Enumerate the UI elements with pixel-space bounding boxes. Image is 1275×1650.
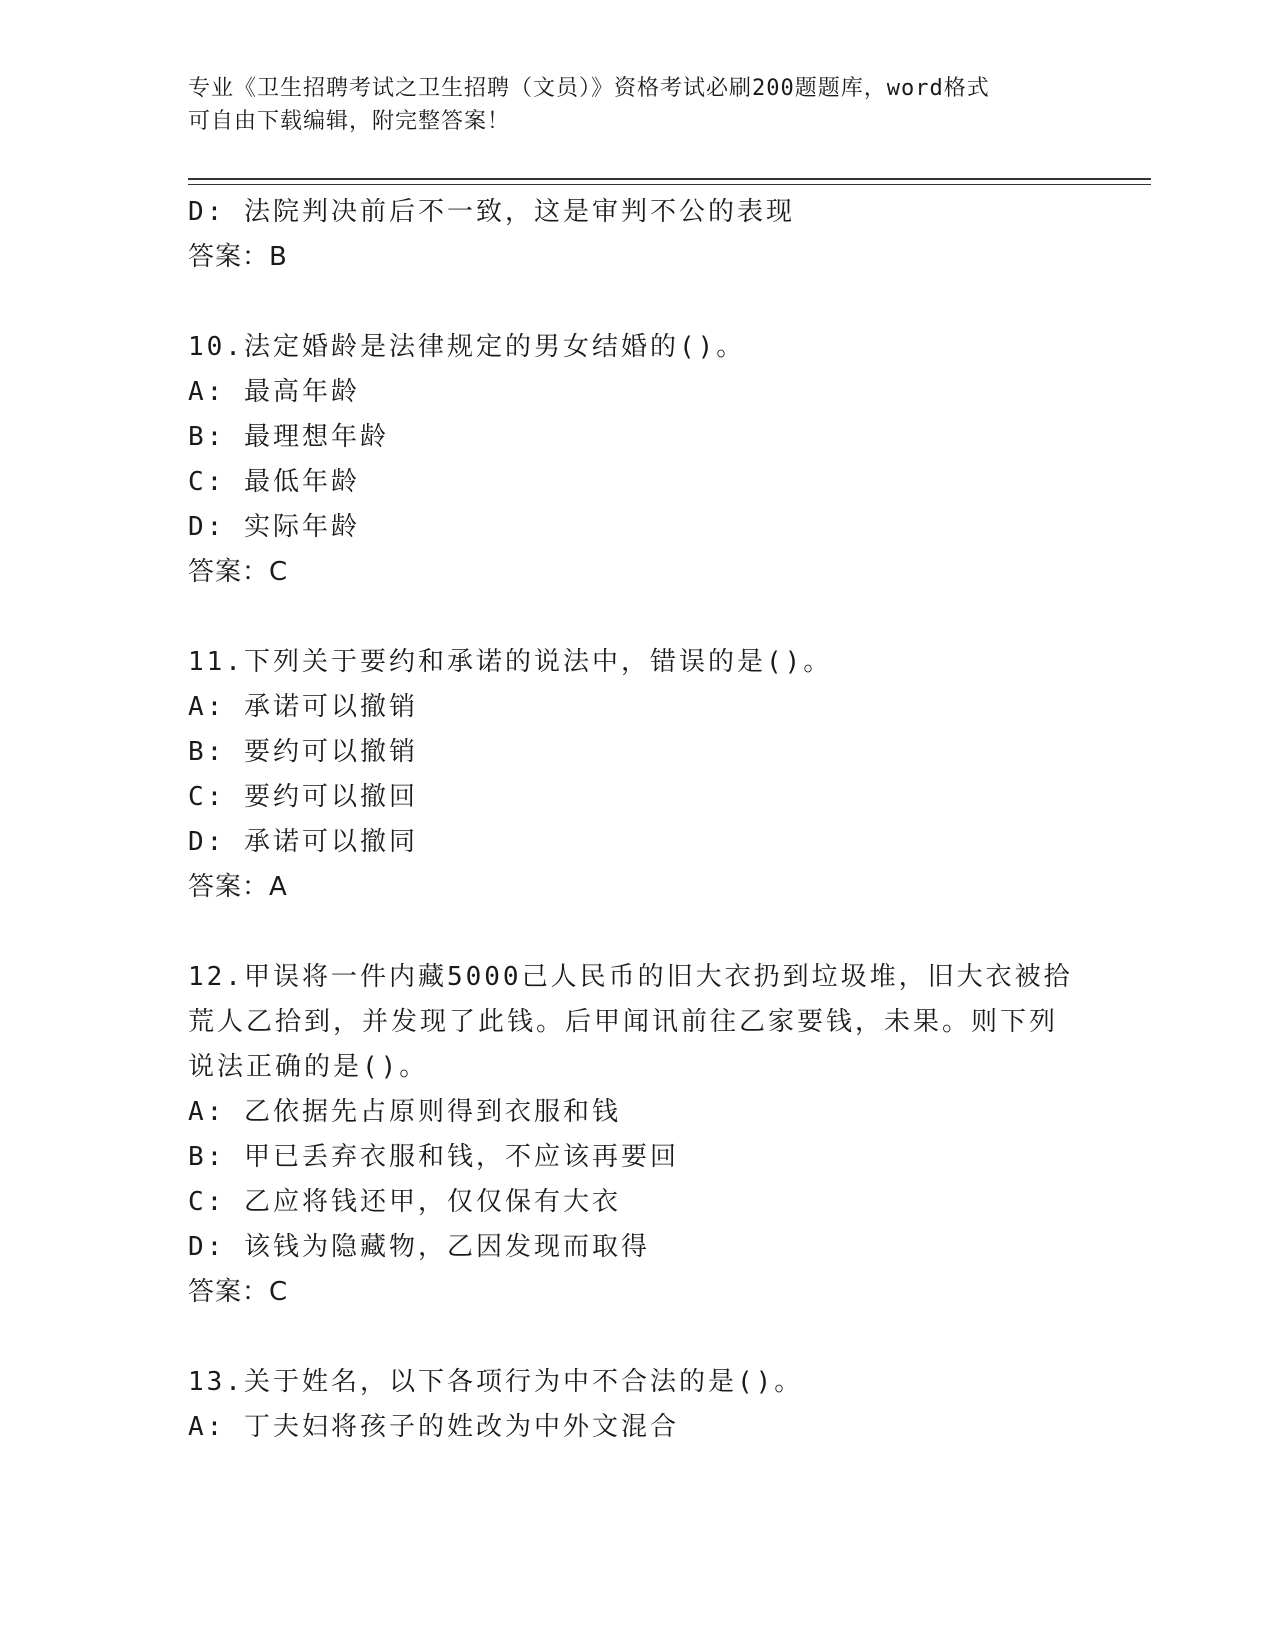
answer: 答案：C (188, 1277, 289, 1307)
option-a: A: 丁夫妇将孩子的姓改为中外文混合 (188, 1412, 679, 1442)
header-line-1: 专业《卫生招聘考试之卫生招聘（文员）》资格考试必刷200题题库，word格式 (188, 76, 990, 101)
question-10 (188, 325, 1068, 595)
spacer (188, 910, 1068, 955)
option-c: C: 要约可以撤回 (188, 782, 418, 812)
question-stem-line-1: 12.甲误将一件内藏5000己人民币的旧大衣扔到垃圾堆，旧大衣被拾 (188, 962, 1073, 992)
header-line-2: 可自由下载编辑，附完整答案！ (188, 109, 511, 134)
spacer (188, 1315, 1068, 1360)
answer: 答案：A (188, 872, 288, 902)
option-c: C: 最低年龄 (188, 467, 360, 497)
carryover-answer: 答案：B (188, 242, 288, 272)
question-stem: 13.关于姓名，以下各项行为中不合法的是()。 (188, 1367, 804, 1397)
header-divider-thick (188, 178, 1151, 180)
spacer (188, 595, 1068, 640)
answer: 答案：C (188, 557, 289, 587)
question-13 (188, 1360, 1068, 1450)
option-a: A: 最高年龄 (188, 377, 360, 407)
question-12 (188, 955, 1073, 1315)
spacer (188, 280, 1068, 325)
option-a: A: 承诺可以撤销 (188, 692, 418, 722)
header-divider-thin (188, 184, 1151, 185)
question-stem: 11.下列关于要约和承诺的说法中，错误的是()。 (188, 647, 833, 677)
question-stem-line-3: 说法正确的是()。 (188, 1052, 429, 1082)
option-d: D: 实际年龄 (188, 512, 360, 542)
question-11 (188, 640, 1068, 910)
option-b: B: 最理想年龄 (188, 422, 389, 452)
document-header (188, 72, 1068, 138)
option-b: B: 要约可以撤销 (188, 737, 418, 767)
option-a: A: 乙依据先占原则得到衣服和钱 (188, 1097, 621, 1127)
carryover-option-d: D: 法院判决前后不一致，这是审判不公的表现 (188, 197, 795, 227)
question-stem: 10.法定婚龄是法律规定的男女结婚的()。 (188, 332, 746, 362)
question-list (188, 190, 1073, 1450)
option-d: D: 该钱为隐藏物，乙因发现而取得 (188, 1232, 650, 1262)
option-b: B: 甲已丢弃衣服和钱，不应该再要回 (188, 1142, 679, 1172)
question-stem-line-2: 荒人乙拾到，并发现了此钱。后甲闻讯前往乙家要钱，未果。则下列 (188, 1007, 1059, 1037)
option-c: C: 乙应将钱还甲，仅仅保有大衣 (188, 1187, 621, 1217)
option-d: D: 承诺可以撤同 (188, 827, 418, 857)
